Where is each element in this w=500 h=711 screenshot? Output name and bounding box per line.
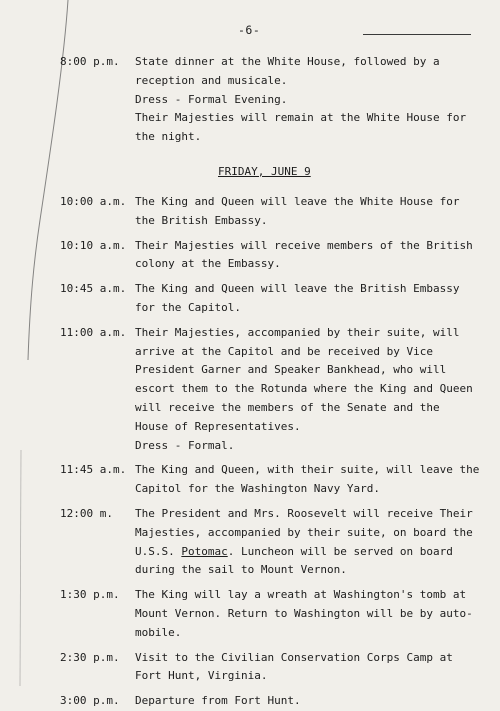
entry-description <box>135 649 475 687</box>
entry-time: 12:00 m. <box>60 507 113 520</box>
entry-line: will receive the members of the Senate and the <box>135 400 440 414</box>
top-rule <box>363 34 471 35</box>
entry-line: the British Embassy. <box>135 213 268 227</box>
entry-description <box>135 692 475 711</box>
day-heading: FRIDAY, JUNE 9 <box>218 165 311 178</box>
entry-description <box>135 586 475 642</box>
entry-time: 1:30 p.m. <box>60 588 120 602</box>
entry-line: Dress - Formal. <box>135 438 235 452</box>
entry-line: Visit to the Civilian Conservation Corps Camp at <box>135 650 453 664</box>
entry-description <box>135 237 475 275</box>
entry-description <box>135 53 475 147</box>
entry-time: 10:00 a.m. <box>60 195 127 208</box>
entry-line: House of Representatives. <box>135 419 301 433</box>
entry-line: the night. <box>135 130 202 144</box>
entry-time: 3:00 p.m. <box>60 694 120 708</box>
entry-line: Majesties, accompanied by their suite, on board the <box>135 525 473 539</box>
page-number: -6- <box>238 23 261 37</box>
entry-line: The King and Queen will leave the White House for <box>135 195 460 208</box>
entry-line: The King will lay a wreath at Washington's tomb at <box>135 588 467 602</box>
entry-time: 11:00 a.m. <box>60 325 127 339</box>
entry-line: Their Majesties will remain at the White House for <box>135 111 467 125</box>
entry-line: during the sail to Mount Vernon. <box>135 563 347 577</box>
entry-line: The President and Mrs. Roosevelt will receive Their <box>135 507 473 520</box>
entry-time: 10:45 a.m. <box>60 282 127 296</box>
entry-line: escort them to the Rotunda where the King and Queen <box>135 382 473 396</box>
entry-description <box>135 324 475 456</box>
entry-description <box>135 505 475 580</box>
entry-description <box>135 461 480 499</box>
entry-line: The King and Queen will leave the British Embassy <box>135 282 460 296</box>
entry-line: The King and Queen, with their suite, will leave the <box>135 463 480 477</box>
entry-line: mobile. <box>135 625 182 639</box>
entry-description <box>135 280 475 318</box>
entry-line: Mount Vernon. Return to Washington will be by auto- <box>135 606 473 620</box>
entry-line: arrive at the Capitol and be received by Vice <box>135 344 434 358</box>
entry-time: 8:00 p.m. <box>60 55 120 68</box>
entry-description <box>135 193 475 231</box>
entry-line: Fort Hunt, Virginia. <box>135 669 268 683</box>
entry-time: 10:10 a.m. <box>60 238 127 252</box>
entry-line: Their Majesties will receive members of the British <box>135 238 473 252</box>
entry-line: reception and musicale. <box>135 73 288 87</box>
entry-line: State dinner at the White House, followed by a <box>135 55 440 68</box>
entry-line: President Garner and Speaker Bankhead, who will <box>135 363 447 377</box>
entry-line: Their Majesties, accompanied by their suite, will <box>135 325 460 339</box>
entry-line: U.S.S. Potomac. Luncheon will be served on board <box>135 544 453 558</box>
entry-line: colony at the Embassy. <box>135 257 281 271</box>
entry-line: Departure from Fort Hunt. <box>135 694 301 708</box>
entry-time: 2:30 p.m. <box>60 650 120 664</box>
entry-time: 11:45 a.m. <box>60 463 127 477</box>
entry-line: Dress - Formal Evening. <box>135 92 288 106</box>
entry-line: for the Capitol. <box>135 300 241 314</box>
entry-line: Capitol for the Washington Navy Yard. <box>135 482 381 496</box>
